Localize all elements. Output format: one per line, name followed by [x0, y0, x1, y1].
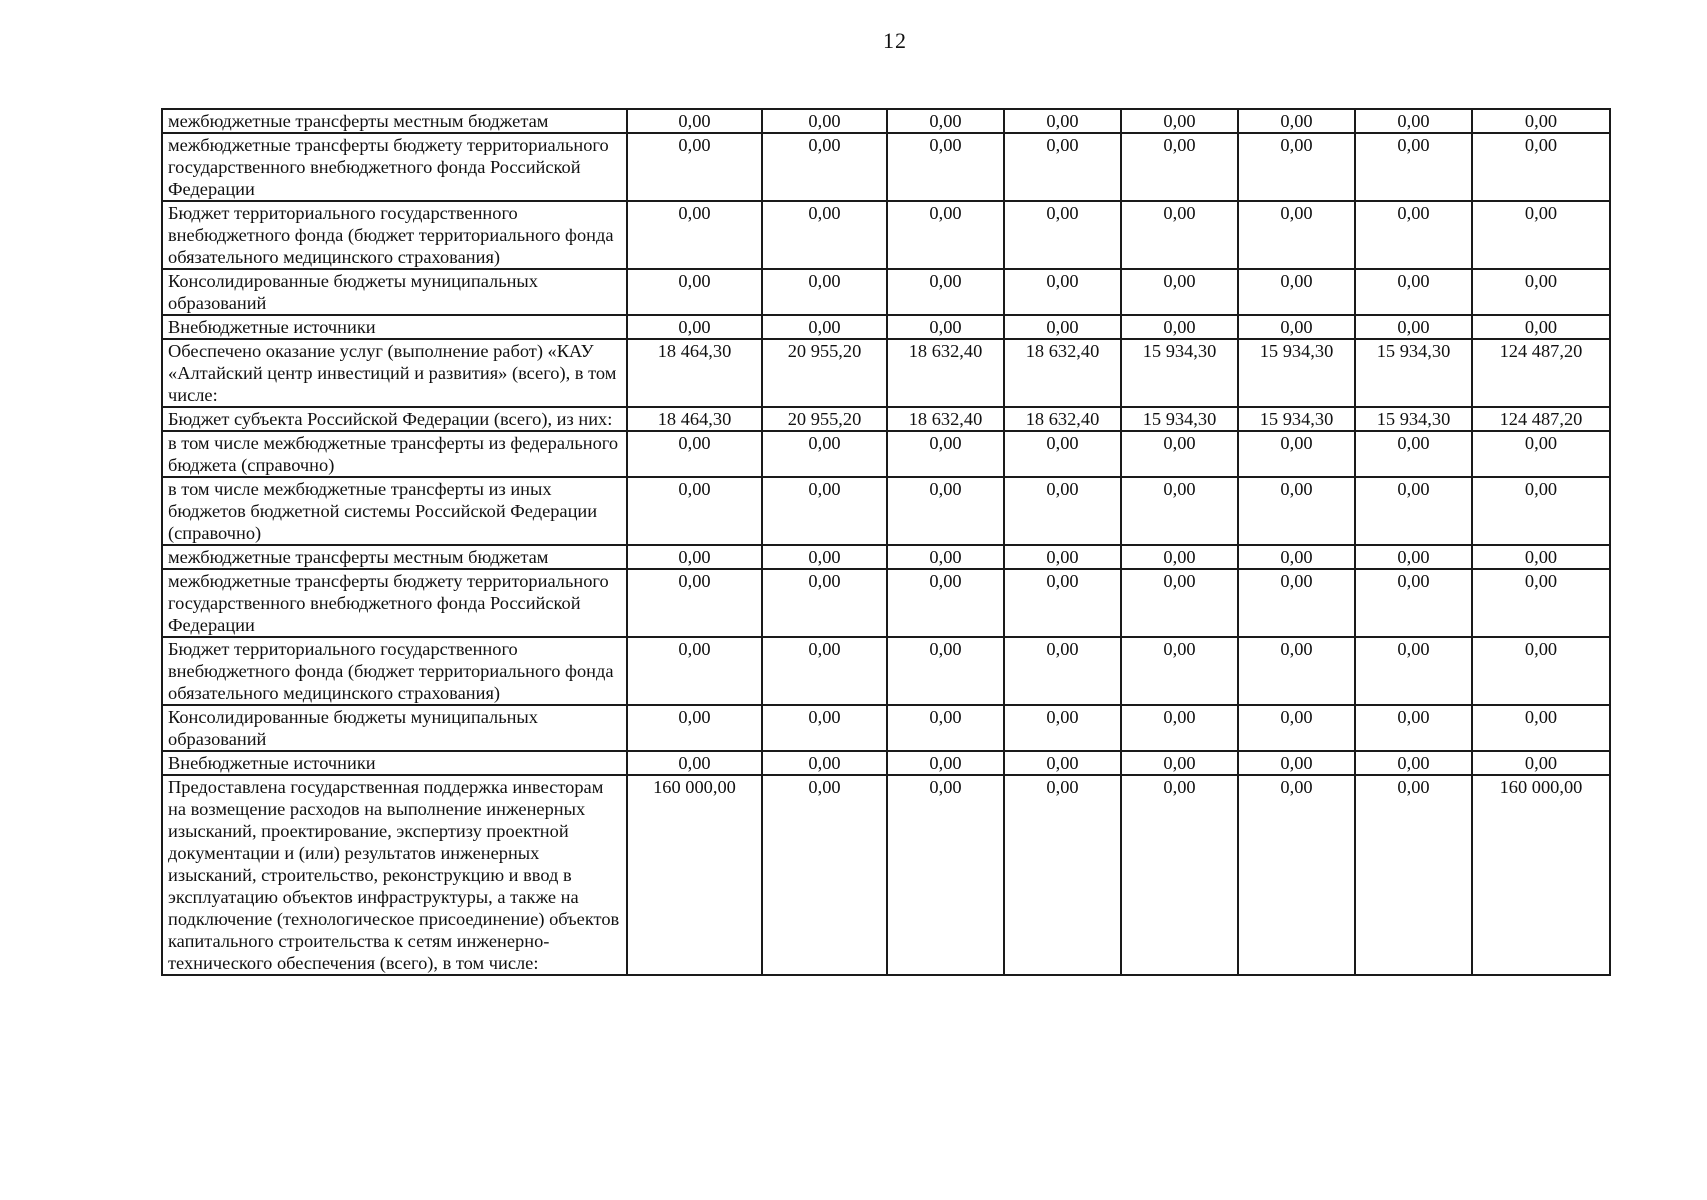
value-cell: 0,00 [1355, 315, 1472, 339]
value-cell: 0,00 [1238, 545, 1355, 569]
table-row [162, 269, 1610, 315]
value-cell: 0,00 [1004, 109, 1121, 133]
value-cell: 0,00 [1004, 705, 1121, 751]
table-row [162, 569, 1610, 637]
value-cell: 0,00 [1472, 431, 1610, 477]
value-cell: 15 934,30 [1355, 407, 1472, 431]
value-cell: 0,00 [1004, 775, 1121, 975]
value-cell: 0,00 [1355, 637, 1472, 705]
value-cell: 0,00 [1004, 637, 1121, 705]
value-cell: 0,00 [762, 269, 887, 315]
value-cell: 0,00 [1472, 269, 1610, 315]
value-cell: 0,00 [1004, 477, 1121, 545]
value-cell: 0,00 [1121, 431, 1238, 477]
value-cell: 0,00 [1121, 201, 1238, 269]
value-cell: 0,00 [627, 545, 762, 569]
table-row [162, 201, 1610, 269]
value-cell: 18 632,40 [1004, 407, 1121, 431]
value-cell: 0,00 [1121, 705, 1238, 751]
row-label: межбюджетные трансферты бюджету территориального государственного внебюджетного фонда Российской Федерации [162, 569, 627, 637]
table-row [162, 545, 1610, 569]
value-cell: 0,00 [1355, 751, 1472, 775]
value-cell: 0,00 [887, 705, 1004, 751]
value-cell: 0,00 [1472, 569, 1610, 637]
value-cell: 0,00 [887, 109, 1004, 133]
value-cell: 0,00 [887, 315, 1004, 339]
value-cell: 0,00 [1004, 201, 1121, 269]
value-cell: 0,00 [1004, 431, 1121, 477]
value-cell: 0,00 [762, 477, 887, 545]
table-row [162, 407, 1610, 431]
value-cell: 20 955,20 [762, 407, 887, 431]
value-cell: 0,00 [1472, 315, 1610, 339]
table-row [162, 109, 1610, 133]
value-cell: 0,00 [1472, 751, 1610, 775]
value-cell: 0,00 [887, 133, 1004, 201]
value-cell: 0,00 [762, 109, 887, 133]
table-row [162, 775, 1610, 975]
value-cell: 0,00 [627, 109, 762, 133]
value-cell: 0,00 [627, 201, 762, 269]
value-cell: 0,00 [1355, 477, 1472, 545]
value-cell: 0,00 [1472, 109, 1610, 133]
value-cell: 0,00 [1238, 109, 1355, 133]
value-cell: 0,00 [1004, 269, 1121, 315]
budget-table [161, 108, 1611, 976]
value-cell: 0,00 [1121, 477, 1238, 545]
value-cell: 18 464,30 [627, 339, 762, 407]
page-number: 12 [883, 28, 907, 53]
value-cell: 0,00 [887, 637, 1004, 705]
value-cell: 0,00 [887, 775, 1004, 975]
value-cell: 0,00 [1355, 569, 1472, 637]
table-row [162, 431, 1610, 477]
value-cell: 124 487,20 [1472, 407, 1610, 431]
table-row [162, 315, 1610, 339]
value-cell: 0,00 [627, 133, 762, 201]
value-cell: 0,00 [1355, 775, 1472, 975]
value-cell: 0,00 [1238, 477, 1355, 545]
value-cell: 0,00 [1472, 201, 1610, 269]
value-cell: 0,00 [1238, 315, 1355, 339]
value-cell: 124 487,20 [1472, 339, 1610, 407]
table-body [162, 109, 1610, 975]
value-cell: 18 632,40 [887, 407, 1004, 431]
value-cell: 0,00 [1121, 315, 1238, 339]
table-row [162, 477, 1610, 545]
row-label: межбюджетные трансферты бюджету территориального государственного внебюджетного фонда Российской Федерации [162, 133, 627, 201]
value-cell: 0,00 [762, 569, 887, 637]
value-cell: 0,00 [627, 315, 762, 339]
value-cell: 0,00 [762, 133, 887, 201]
row-label: в том числе межбюджетные трансферты из федерального бюджета (справочно) [162, 431, 627, 477]
value-cell: 0,00 [1472, 545, 1610, 569]
value-cell: 0,00 [762, 775, 887, 975]
value-cell: 0,00 [1355, 545, 1472, 569]
value-cell: 0,00 [1472, 637, 1610, 705]
row-label: Бюджет субъекта Российской Федерации (всего), из них: [162, 407, 627, 431]
value-cell: 0,00 [762, 751, 887, 775]
value-cell: 160 000,00 [627, 775, 762, 975]
value-cell: 18 632,40 [1004, 339, 1121, 407]
value-cell: 0,00 [1355, 201, 1472, 269]
row-label: межбюджетные трансферты местным бюджетам [162, 109, 627, 133]
value-cell: 0,00 [1004, 545, 1121, 569]
value-cell: 18 632,40 [887, 339, 1004, 407]
value-cell: 15 934,30 [1121, 407, 1238, 431]
value-cell: 0,00 [627, 569, 762, 637]
value-cell: 0,00 [1004, 315, 1121, 339]
value-cell: 15 934,30 [1238, 339, 1355, 407]
table-row [162, 133, 1610, 201]
value-cell: 15 934,30 [1238, 407, 1355, 431]
value-cell: 15 934,30 [1355, 339, 1472, 407]
value-cell: 0,00 [1004, 133, 1121, 201]
value-cell: 0,00 [887, 269, 1004, 315]
row-label: Внебюджетные источники [162, 315, 627, 339]
value-cell: 0,00 [887, 751, 1004, 775]
value-cell: 0,00 [1121, 751, 1238, 775]
value-cell: 0,00 [762, 315, 887, 339]
value-cell: 0,00 [1121, 637, 1238, 705]
value-cell: 0,00 [1355, 431, 1472, 477]
value-cell: 0,00 [627, 431, 762, 477]
row-label: Бюджет территориального государственного внебюджетного фонда (бюджет территориального фонда обязательного медицинского страхования) [162, 201, 627, 269]
table-row [162, 637, 1610, 705]
row-label: Бюджет территориального государственного внебюджетного фонда (бюджет территориального фонда обязательного медицинского страхования) [162, 637, 627, 705]
value-cell: 0,00 [762, 201, 887, 269]
value-cell: 0,00 [1238, 569, 1355, 637]
row-label: Обеспечено оказание услуг (выполнение работ) «КАУ «Алтайский центр инвестиций и развития» (всего), в том числе: [162, 339, 627, 407]
value-cell: 0,00 [1121, 775, 1238, 975]
value-cell: 0,00 [887, 569, 1004, 637]
value-cell: 0,00 [1004, 569, 1121, 637]
value-cell: 0,00 [627, 477, 762, 545]
value-cell: 0,00 [887, 545, 1004, 569]
value-cell: 0,00 [1472, 477, 1610, 545]
value-cell: 15 934,30 [1121, 339, 1238, 407]
value-cell: 0,00 [1238, 133, 1355, 201]
value-cell: 0,00 [1238, 751, 1355, 775]
value-cell: 18 464,30 [627, 407, 762, 431]
value-cell: 0,00 [1472, 705, 1610, 751]
value-cell: 0,00 [762, 545, 887, 569]
value-cell: 0,00 [627, 751, 762, 775]
value-cell: 0,00 [887, 431, 1004, 477]
table-row [162, 705, 1610, 751]
table-row [162, 339, 1610, 407]
value-cell: 0,00 [1355, 133, 1472, 201]
value-cell: 20 955,20 [762, 339, 887, 407]
row-label: Предоставлена государственная поддержка инвесторам на возмещение расходов на выполнение инженерных изысканий, проектирование, экспертизу проектной документации и (или) результатов инженерных изысканий, строительство, реконструкцию и ввод в эксплуатацию объектов инфраструктуры, а также на подключение (технологическое присоединение) объектов капитального строительства к сетям инженерно-технического обеспечения (всего), в том числе: [162, 775, 627, 975]
value-cell: 0,00 [887, 477, 1004, 545]
value-cell: 0,00 [1121, 109, 1238, 133]
row-label: Консолидированные бюджеты муниципальных образований [162, 705, 627, 751]
value-cell: 0,00 [1355, 705, 1472, 751]
value-cell: 0,00 [1238, 269, 1355, 315]
value-cell: 0,00 [762, 637, 887, 705]
row-label: Внебюджетные источники [162, 751, 627, 775]
value-cell: 0,00 [1121, 545, 1238, 569]
value-cell: 0,00 [762, 705, 887, 751]
value-cell: 0,00 [887, 201, 1004, 269]
row-label: в том числе межбюджетные трансферты из иных бюджетов бюджетной системы Российской Федерации (справочно) [162, 477, 627, 545]
value-cell: 0,00 [1121, 133, 1238, 201]
value-cell: 0,00 [1238, 431, 1355, 477]
value-cell: 0,00 [627, 269, 762, 315]
value-cell: 0,00 [1472, 133, 1610, 201]
value-cell: 0,00 [1238, 705, 1355, 751]
value-cell: 0,00 [1121, 569, 1238, 637]
value-cell: 0,00 [762, 431, 887, 477]
value-cell: 0,00 [1238, 775, 1355, 975]
row-label: межбюджетные трансферты местным бюджетам [162, 545, 627, 569]
value-cell: 0,00 [1355, 269, 1472, 315]
value-cell: 0,00 [1121, 269, 1238, 315]
value-cell: 0,00 [627, 705, 762, 751]
value-cell: 0,00 [1004, 751, 1121, 775]
value-cell: 0,00 [1238, 637, 1355, 705]
value-cell: 0,00 [1238, 201, 1355, 269]
table-row [162, 751, 1610, 775]
row-label: Консолидированные бюджеты муниципальных образований [162, 269, 627, 315]
value-cell: 0,00 [627, 637, 762, 705]
value-cell: 160 000,00 [1472, 775, 1610, 975]
value-cell: 0,00 [1355, 109, 1472, 133]
